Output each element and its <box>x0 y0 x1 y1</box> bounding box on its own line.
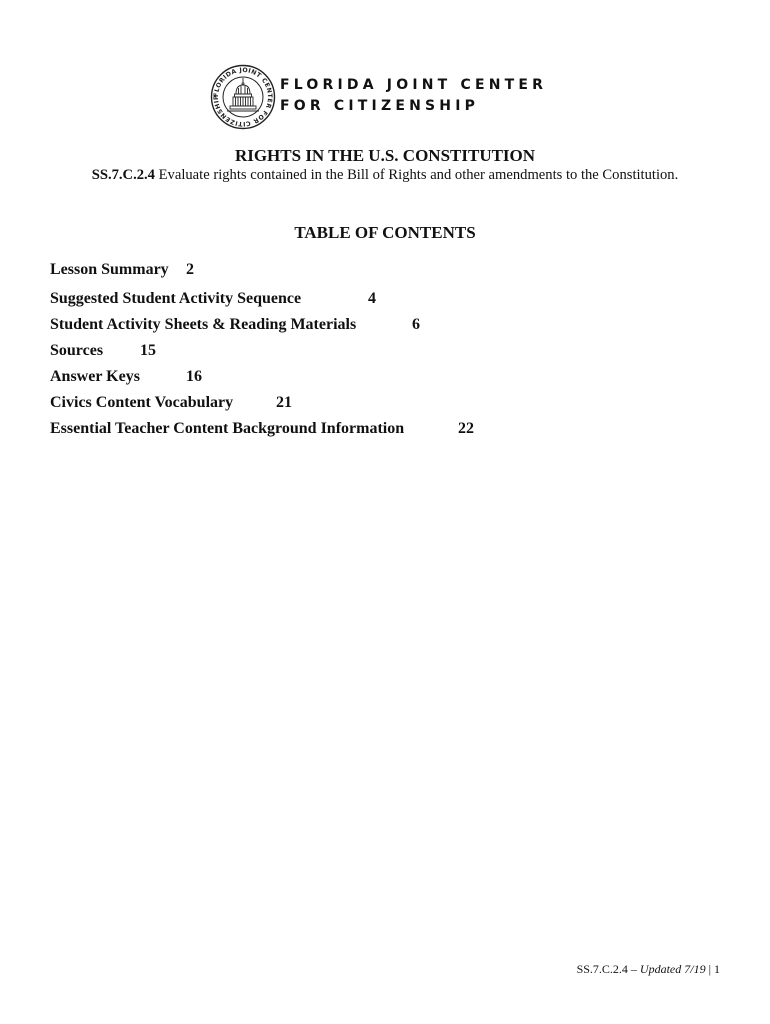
toc-entry-label: Answer Keys <box>50 368 140 385</box>
toc-entry-page: 6 <box>412 316 420 333</box>
toc-heading: TABLE OF CONTENTS <box>294 223 476 242</box>
toc-entry-page: 21 <box>276 394 292 411</box>
toc-entry-label: Civics Content Vocabulary <box>50 394 234 411</box>
toc-entry-label: Essential Teacher Content Background Information <box>50 420 405 437</box>
document-title: RIGHTS IN THE U.S. CONSTITUTION <box>234 146 536 165</box>
toc-entry-background-info[interactable] <box>50 420 474 438</box>
toc-entry-page: 22 <box>458 420 474 437</box>
toc-entry-activity-sheets[interactable] <box>50 316 420 334</box>
benchmark-text: Evaluate rights contained in the Bill of Rights and other amendments to the Constitution. <box>154 167 679 183</box>
org-name-line1: FLORIDA JOINT CENTER <box>280 77 548 93</box>
toc-entry-page: 15 <box>140 342 156 359</box>
toc-entry-page: 16 <box>186 368 202 385</box>
toc-entry-label: Sources <box>50 342 104 359</box>
toc-entry-page: 4 <box>368 290 376 307</box>
page-footer <box>577 962 720 977</box>
footer-code: SS.7.C.2.4 – <box>576 962 640 976</box>
header-logo <box>210 64 570 130</box>
seal-ring-text: FLORIDA JOINT CENTER FOR CITIZENSHIP <box>212 66 274 128</box>
benchmark-standard <box>0 167 770 184</box>
page-number: 1 <box>714 962 720 976</box>
benchmark-code: SS.7.C.2.4 <box>91 167 155 183</box>
toc-entry-sources[interactable] <box>50 342 156 360</box>
toc-entry-label: Suggested Student Activity Sequence <box>50 290 302 307</box>
org-name <box>280 75 547 117</box>
toc-entry-answer-keys[interactable] <box>50 368 202 386</box>
capitol-seal-icon <box>210 64 276 130</box>
org-name-line2: FOR CITIZENSHIP <box>280 98 480 114</box>
toc-entry-page: 2 <box>186 261 194 278</box>
toc-entry-label: Student Activity Sheets & Reading Materials <box>50 316 357 333</box>
toc-entry-lesson-summary[interactable] <box>50 261 194 279</box>
toc-entry-vocabulary[interactable] <box>50 394 292 412</box>
footer-updated: Updated 7/19 <box>639 962 706 976</box>
footer-separator: | <box>705 962 714 976</box>
toc-entry-activity-sequence[interactable] <box>50 290 376 308</box>
toc-entry-label: Lesson Summary <box>50 261 169 278</box>
